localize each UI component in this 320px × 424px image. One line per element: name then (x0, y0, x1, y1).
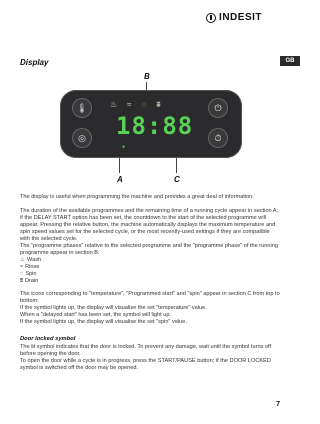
rinse-icon: ≈ (20, 264, 24, 271)
rinse-icon: ≈ (127, 100, 132, 109)
drain-icon: ⩩ (156, 100, 161, 109)
start-pause-button[interactable] (208, 98, 228, 118)
phase-list (20, 257, 140, 285)
programme-phase-icons (110, 100, 161, 110)
paragraph-4: The icons corresponding to "temperature", "Programmed start" and "spin" appear in section C from top to bottom: (20, 291, 280, 305)
spin-icon: ◌ (20, 271, 24, 278)
paragraph-6: When a "delayed start" has been set, the symbol will light up. (20, 312, 172, 318)
brand-name: INDESIT (219, 12, 262, 23)
phase-item-wash: ♨ Wash (20, 257, 42, 263)
paragraph-1: The display is useful when programming the machine and provides a great deal of information. (20, 194, 254, 200)
delay-icon: ⏱ (214, 132, 222, 143)
phase-item-rinse: ≈ Rinse (20, 264, 40, 271)
door-lock-paragraph-1: The lit symbol indicates that the door is locked. To prevent any damage, wait until the symbol turns off before opening the door. (20, 344, 272, 358)
temperature-icon: 🌡 (76, 102, 88, 113)
door-lock-paragraph-2: To open the door while a cycle is in progress, press the START/PAUSE button; if the DOOR LOCKED symbol is switched off the door may be opened. (20, 358, 271, 372)
delay-start-button[interactable] (208, 128, 228, 148)
time-display: 18:88 (116, 112, 194, 140)
spin-button[interactable] (72, 128, 92, 148)
display-panel (60, 90, 242, 158)
paragraph-7: If the symbol lights up, the display will visualise the set "spin" value. (20, 319, 187, 325)
phase-item-spin: ◌ Spin (20, 271, 37, 278)
brand-mark-icon (206, 13, 216, 23)
temperature-indicator-icon: ● (122, 144, 126, 150)
door-lock-heading: Door locked symbol (20, 336, 76, 342)
section-title: Display (20, 58, 49, 67)
page-number: 7 (276, 401, 280, 408)
callout-a-leader (119, 158, 120, 173)
callout-c: C (174, 175, 180, 184)
spin-icon: ◎ (78, 132, 86, 143)
language-tab: GB (280, 56, 300, 66)
paragraph-3: The "programme phases" relative to the selected programme and the "programme phase" of the running programme appear in section B: (20, 243, 278, 257)
callout-b: B (144, 72, 150, 81)
callout-a: A (117, 175, 123, 184)
power-icon: ⏻ (214, 102, 222, 113)
wash-icon: ♨ (20, 257, 26, 263)
temperature-button[interactable] (72, 98, 92, 118)
callout-c-leader (176, 158, 177, 173)
brand-logo (206, 12, 262, 23)
drain-icon: ⩩ (20, 278, 23, 285)
paragraph-2: The duration of the available programmes and the remaining time of a running cycle appear in section A; if the DELAY START option has been set, the countdown to the start of the selected programme will appear. Pressing the relative button, the machine automatically displays the maximum temperature and spin speed values set for the selected cycle, or the most recently-used settings if they are compatible with the selected cycle. (20, 208, 279, 243)
wash-icon: ♨ (110, 100, 118, 109)
paragraph-5: If the symbol lights up, the display will visualise the set "temperature" value. (20, 305, 207, 311)
spin-phase-icon: ◌ (141, 100, 147, 109)
phase-item-drain: ⩩ Drain (20, 278, 39, 285)
